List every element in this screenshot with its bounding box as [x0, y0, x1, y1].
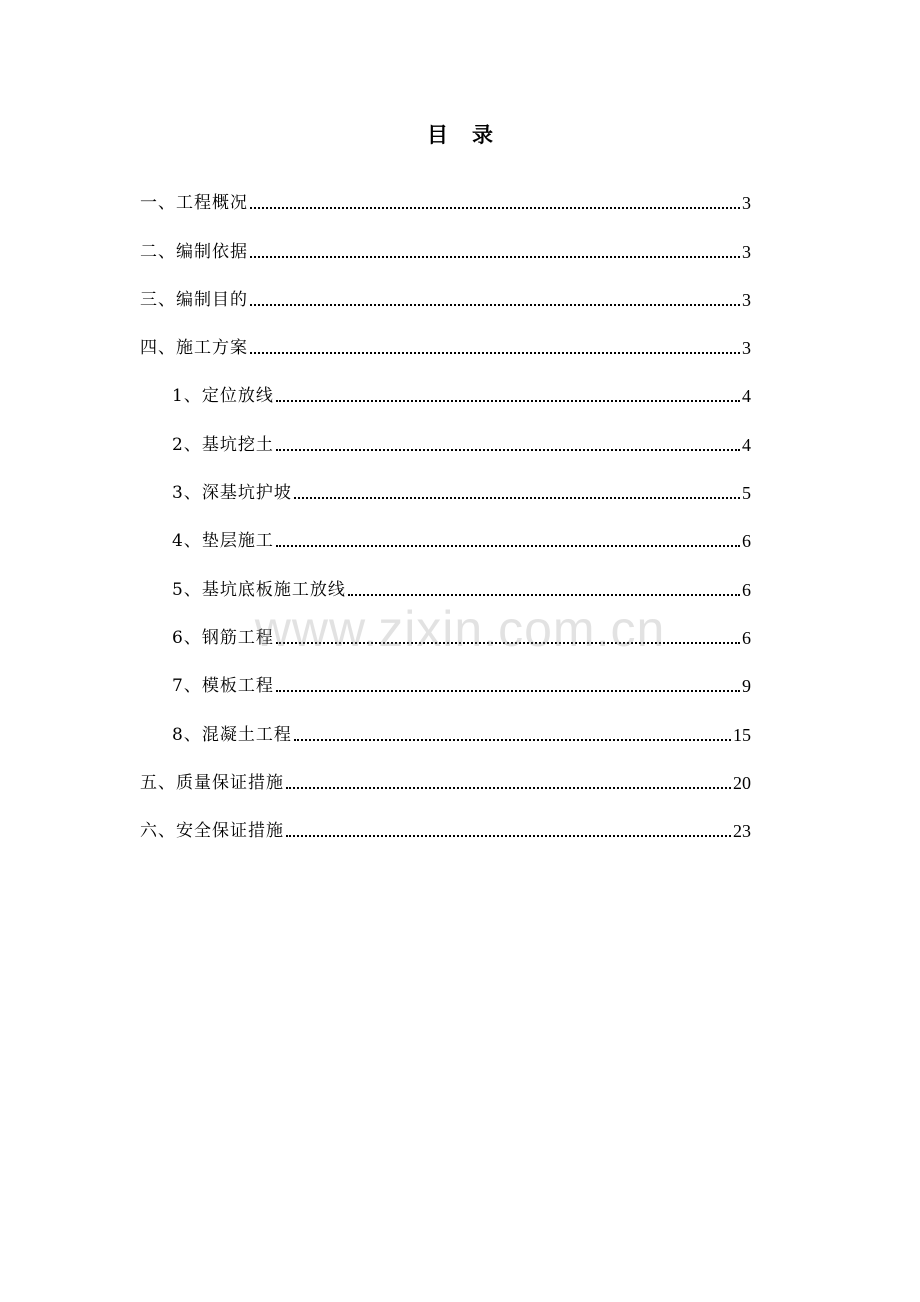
toc-entry[interactable]: [140, 359, 751, 407]
toc-entry[interactable]: [140, 407, 751, 455]
toc-dot-leader: [250, 207, 740, 209]
watermark: www.zixin.com.cn: [254, 601, 666, 657]
toc-dot-leader: [276, 690, 740, 692]
toc-entry-label: 5、基坑底板施工放线: [172, 579, 346, 600]
toc-entry-page: 4: [742, 434, 751, 455]
toc-dot-leader: [286, 835, 731, 837]
toc-entry-page: 3: [742, 241, 751, 262]
toc-entry-label: 3、深基坑护坡: [172, 483, 292, 504]
toc-entry-label: 6、钢筋工程: [172, 627, 274, 648]
toc-entry-page: 3: [742, 193, 751, 214]
toc-entry[interactable]: [140, 504, 751, 552]
toc-entry-label: 2、基坑挖土: [172, 434, 274, 455]
toc-entry-page: 6: [742, 579, 751, 600]
toc-entry[interactable]: [140, 552, 751, 600]
toc-entry-page: 5: [742, 483, 751, 504]
toc-entry[interactable]: [140, 456, 751, 504]
toc-entry-page: 6: [742, 531, 751, 552]
toc-entry[interactable]: [140, 746, 751, 794]
toc-entry-label: 4、垫层施工: [172, 531, 274, 552]
toc-entry-page: 23: [733, 821, 751, 842]
toc-entry-label: 7、模板工程: [172, 676, 274, 697]
toc-entry-label: 8、混凝土工程: [172, 724, 292, 745]
toc-title: 目录: [427, 122, 517, 147]
toc-entry-page: 6: [742, 627, 751, 648]
toc-dot-leader: [250, 256, 740, 258]
toc-entry-page: 3: [742, 289, 751, 310]
toc-entry[interactable]: [140, 311, 751, 359]
toc-entry-label: 六、安全保证措施: [140, 821, 284, 842]
toc-entry-page: 20: [733, 772, 751, 793]
toc-entry[interactable]: [140, 649, 751, 697]
toc-list: [140, 166, 751, 842]
toc-entry-page: 3: [742, 338, 751, 359]
toc-dot-leader: [276, 642, 740, 644]
toc-dot-leader: [250, 304, 740, 306]
toc-entry-page: 9: [742, 676, 751, 697]
toc-entry[interactable]: [140, 794, 751, 842]
toc-entry-page: 15: [733, 724, 751, 745]
toc-entry-label: 一、工程概况: [140, 193, 248, 214]
toc-dot-leader: [286, 787, 731, 789]
toc-entry-label: 三、编制目的: [140, 289, 248, 310]
toc-entry-label: 二、编制依据: [140, 241, 248, 262]
toc-dot-leader: [250, 352, 740, 354]
toc-entry-page: 4: [742, 386, 751, 407]
toc-entry[interactable]: [140, 697, 751, 745]
toc-entry-label: 五、质量保证措施: [140, 772, 284, 793]
toc-dot-leader: [348, 594, 740, 596]
toc-entry-label: 1、定位放线: [172, 386, 274, 407]
toc-dot-leader: [276, 449, 740, 451]
toc-entry[interactable]: [140, 214, 751, 262]
toc-dot-leader: [276, 545, 740, 547]
toc-entry[interactable]: [140, 166, 751, 214]
toc-entry[interactable]: [140, 263, 751, 311]
toc-dot-leader: [294, 739, 731, 741]
toc-entry-label: 四、施工方案: [140, 338, 248, 359]
toc-dot-leader: [276, 400, 740, 402]
toc-entry[interactable]: [140, 601, 751, 649]
toc-dot-leader: [294, 497, 740, 499]
